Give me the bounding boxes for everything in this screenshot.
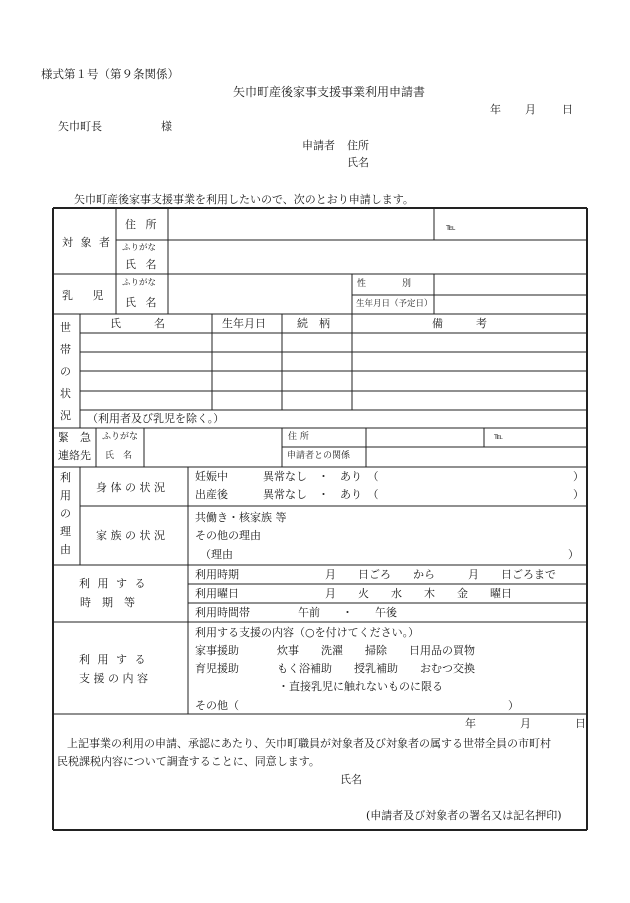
infant-section-label: 乳 児 xyxy=(62,289,112,302)
pregnant-close-paren: ） xyxy=(573,470,584,483)
household-char-2: 帯 xyxy=(60,343,71,356)
emergency-label-line1: 緊 急 xyxy=(58,431,91,444)
reason-char-2: 用 xyxy=(60,489,71,502)
form-title: 矢巾町産後家事支援事業利用申請書 xyxy=(233,85,426,99)
support-intro: 利用する支援の内容（○を付けてください。） xyxy=(195,626,420,639)
emergency-furigana-label: ふりがな xyxy=(102,432,139,442)
period-row1-label: 利用時期 xyxy=(195,568,239,581)
reason-section-label xyxy=(60,472,71,562)
period-row1-text: 月 日ごろ から 月 日ごろまで xyxy=(325,568,556,581)
emergency-name-label: 氏 名 xyxy=(105,451,133,461)
household-char-4: 状 xyxy=(60,387,71,400)
postpartum-close-paren: ） xyxy=(573,488,584,501)
childcare-items: もく浴補助 授乳補助 おむつ交換 xyxy=(277,662,475,675)
reason-char-5: 由 xyxy=(60,543,71,556)
subject-tel-label: ℡ xyxy=(446,223,456,233)
date-day-label: 日 xyxy=(562,103,573,116)
period-label-line1: 利 用 す る xyxy=(79,577,148,590)
household-char-5: 況 xyxy=(60,409,71,422)
household-col-name: 氏 名 xyxy=(110,317,165,330)
consent-line-1: 上記事業の利用の申請、承認にあたり、矢巾町職員が対象者及び対象者の属する世帯全員の市町村 xyxy=(67,737,551,750)
postpartum-label: 出産後 xyxy=(195,488,228,501)
support-label-line2: 支 援 の 内 容 xyxy=(79,672,148,685)
period-row2-label: 利用曜日 xyxy=(195,587,239,600)
infant-sex-label: 性 別 xyxy=(357,279,412,289)
reason-char-4: 理 xyxy=(60,525,71,538)
intro-text: 矢巾町産後家事支援事業を利用したいので、次のとおり申請します。 xyxy=(74,193,414,206)
household-char-1: 世 xyxy=(60,321,71,334)
reason-char-3: の xyxy=(60,507,71,520)
infant-furigana-label: ふりがな xyxy=(122,278,157,288)
consent-name-label: 氏名 xyxy=(340,773,362,786)
subject-name-label: 氏 名 xyxy=(125,258,160,271)
family-line-2: その他の理由 xyxy=(195,529,261,542)
body-status-label: 身 体 の 状 況 xyxy=(96,481,165,494)
reason-char-1: 利 xyxy=(60,471,71,484)
date-month-label: 月 xyxy=(525,103,536,116)
period-row2-text: 月 火 水 木 金 曜日 xyxy=(325,587,512,600)
family-line-1: 共働き・核家族 等 xyxy=(195,511,287,524)
pregnant-label: 妊娠中 xyxy=(195,470,228,483)
postpartum-status-options: 異常なし ・ あり （ xyxy=(263,488,379,501)
childcare-note: ・直接乳児に触れないものに限る xyxy=(278,680,443,693)
period-label-line2: 時 期 等 xyxy=(80,596,135,609)
emergency-relation-label: 申請者との関係 xyxy=(287,451,351,461)
addressee: 矢巾町長 xyxy=(58,120,102,133)
household-section-label xyxy=(60,322,71,432)
period-row3-text: 午前 ・ 午後 xyxy=(298,606,397,619)
household-col-relation: 続 柄 xyxy=(297,317,330,330)
household-col-remarks: 備 考 xyxy=(432,317,487,330)
family-line-3: （理由 xyxy=(200,548,233,561)
addressee-suffix: 様 xyxy=(161,120,172,133)
household-char-3: の xyxy=(60,365,71,378)
subject-address-label: 住 所 xyxy=(125,218,160,231)
pregnant-status-options: 異常なし ・ あり （ xyxy=(263,470,379,483)
support-other: その他（ xyxy=(195,699,239,712)
subject-furigana-label: ふりがな xyxy=(122,243,157,253)
household-col-birth: 生年月日 xyxy=(222,317,266,330)
date-year-label: 年 xyxy=(490,103,501,116)
childcare-label: 育児援助 xyxy=(195,662,239,675)
infant-birth-label: 生年月日（予定日） xyxy=(356,299,433,309)
housework-label: 家事援助 xyxy=(195,644,239,657)
applicant-label: 申請者 xyxy=(302,139,335,152)
support-label-line1: 利 用 す る xyxy=(79,653,148,666)
family-close-paren: ） xyxy=(568,548,579,561)
emergency-label-line2: 連絡先 xyxy=(58,449,91,462)
household-note: （利用者及び乳児を除く。） xyxy=(87,412,225,425)
housework-items: 炊事 洗濯 掃除 日用品の買物 xyxy=(277,644,475,657)
consent-line-2: 民税課税内容について調査することに、同意します。 xyxy=(57,755,320,768)
applicant-address-label: 住所 xyxy=(347,139,369,152)
emergency-tel-label: ℡ xyxy=(494,432,504,442)
support-other-close-paren: ） xyxy=(508,699,519,712)
subject-section-label: 対 象 者 xyxy=(62,236,112,249)
family-status-label: 家 族 の 状 況 xyxy=(96,529,165,542)
signature-note: (申請者及び対象者の署名又は記名押印) xyxy=(366,809,562,822)
infant-name-label: 氏 名 xyxy=(125,296,160,309)
period-row3-label: 利用時間帯 xyxy=(195,606,250,619)
applicant-name-label: 氏名 xyxy=(347,156,369,169)
emergency-address-label: 住 所 xyxy=(288,432,309,442)
form-number: 様式第１号（第９条関係） xyxy=(41,67,179,81)
consent-date: 年 月 日 xyxy=(465,717,586,730)
